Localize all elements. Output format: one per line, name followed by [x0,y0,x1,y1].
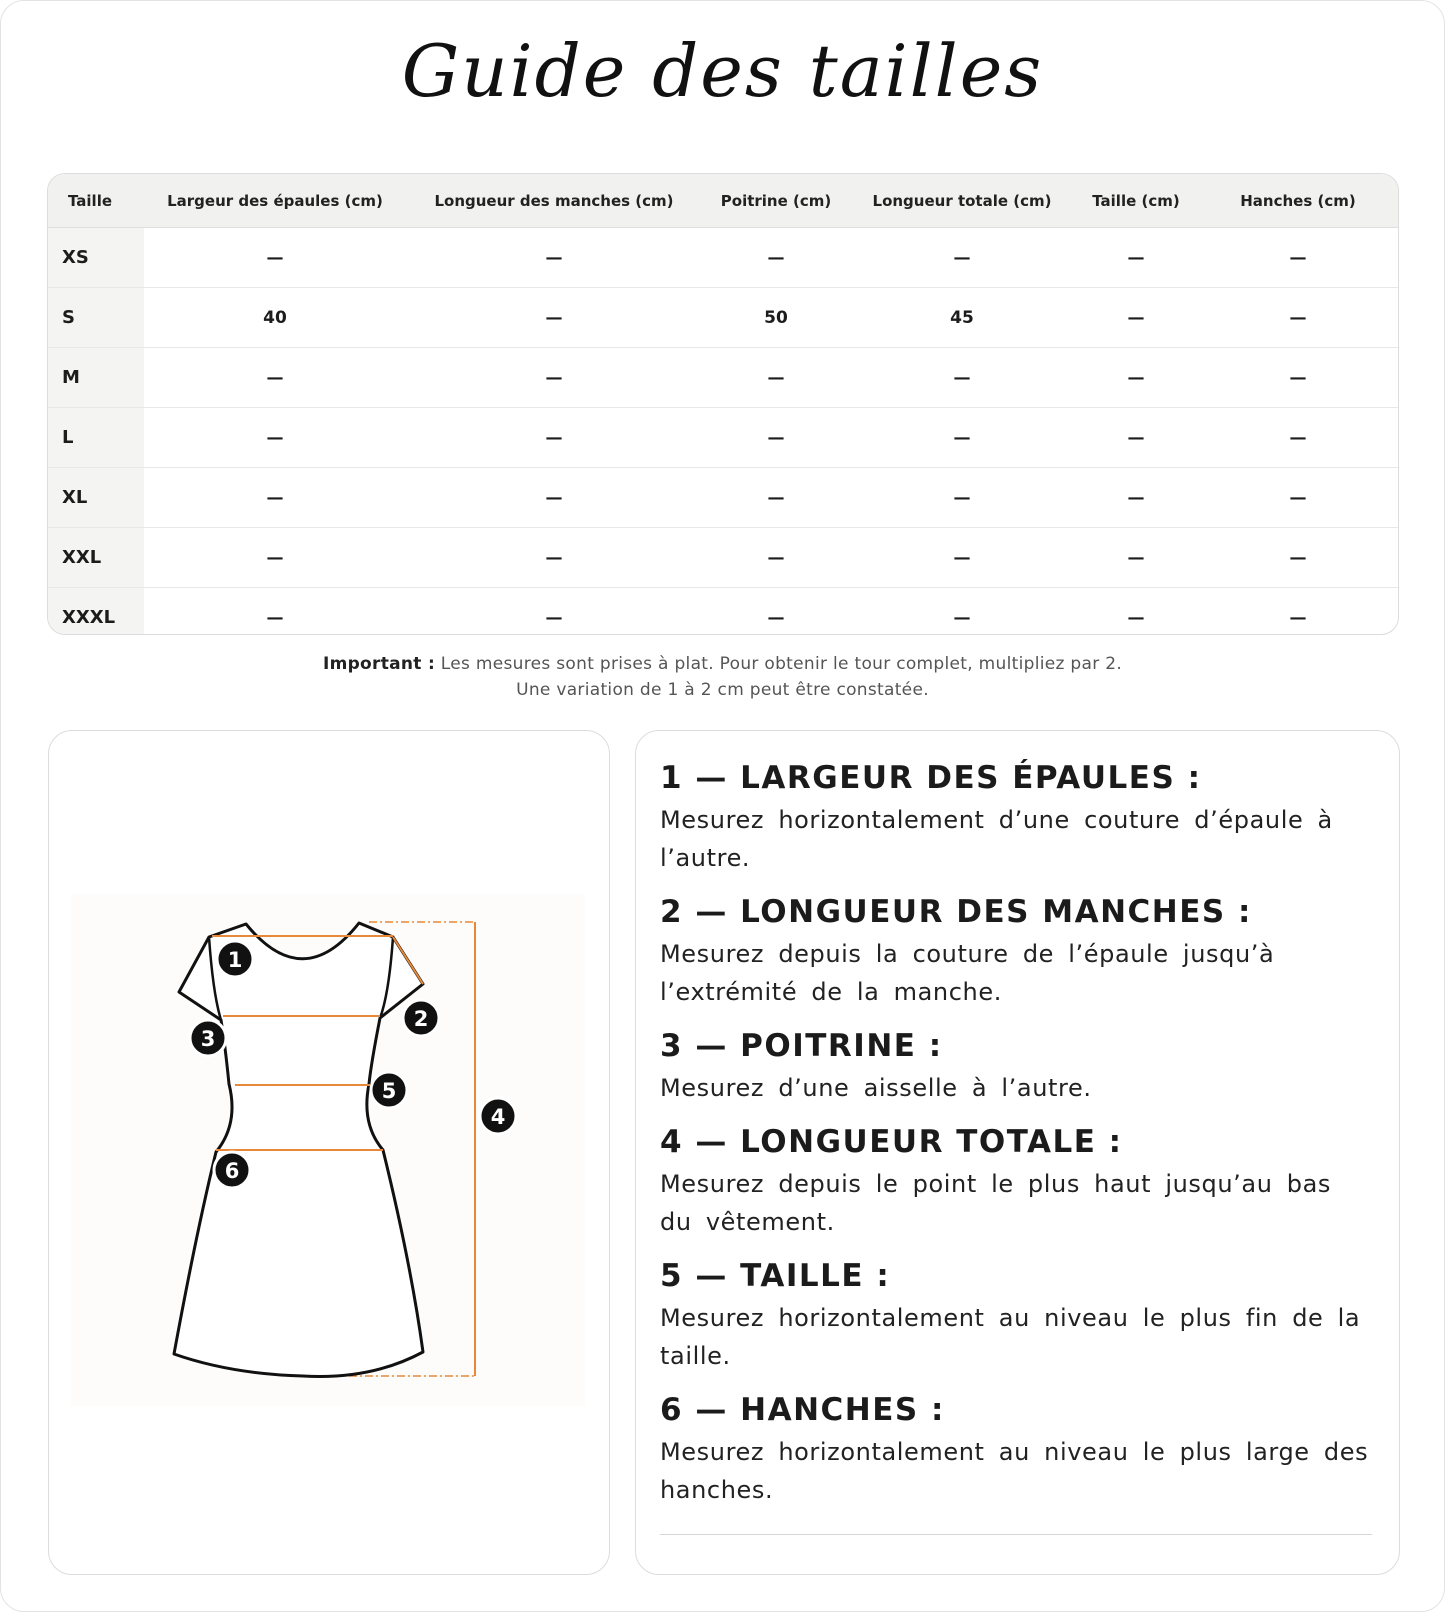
table-cell: 40 [144,288,406,348]
table-cell: — [702,408,850,468]
measure-item-shoulders [660,757,1372,877]
measure-heading: 1 — LARGEUR DES ÉPAULES : [660,760,1202,796]
table-cell: — [406,348,702,408]
dress-diagram [71,894,585,1406]
table-cell: — [1198,408,1398,468]
table-cell: — [144,408,406,468]
table-cell: — [1198,588,1398,636]
measure-item-total-length [660,1121,1372,1241]
marker-4-label: 4 [490,1105,506,1129]
table-cell: — [1198,288,1398,348]
table-cell: — [702,468,850,528]
header-taille: Taille [48,174,144,228]
table-cell: — [406,468,702,528]
table-cell: — [1127,247,1145,268]
marker-3-label: 3 [200,1027,216,1051]
size-cell: L [48,408,144,468]
measurement-instructions [660,757,1372,1523]
table-cell: — [144,588,406,636]
divider [660,1534,1372,1535]
measure-heading: 4 — LONGUEUR TOTALE : [660,1124,1123,1160]
table-row [48,288,1398,348]
marker-6 [214,1152,250,1188]
marker-2 [403,1000,439,1036]
marker-4 [480,1098,516,1134]
table-cell: — [1074,588,1198,636]
table-cell: — [1074,408,1198,468]
table-cell: — [406,408,702,468]
measure-heading: 6 — HANCHES : [660,1392,945,1428]
table-cell: — [702,348,850,408]
marker-6-label: 6 [224,1159,240,1183]
measure-item-hips [660,1389,1372,1509]
table-cell: — [953,247,971,268]
table-row [48,468,1398,528]
table-row [48,348,1398,408]
measure-text: Mesurez horizontalement au niveau le plus large des hanches. [660,1438,1369,1504]
note-line-1: Les mesures sont prises à plat. Pour obtenir le tour complet, multipliez par 2. [440,654,1123,674]
size-cell: XXXL [48,588,144,636]
table-cell: — [850,348,1074,408]
measurement-instructions-card [635,730,1400,1575]
marker-1-label: 1 [227,948,243,972]
table-cell: — [850,528,1074,588]
table-cell: 50 [702,288,850,348]
marker-2-label: 2 [413,1007,429,1031]
marker-3 [190,1020,226,1056]
size-table [48,174,1398,635]
measure-item-waist [660,1255,1372,1375]
table-cell: 45 [850,288,1074,348]
table-cell: — [1074,468,1198,528]
table-cell: — [850,408,1074,468]
page-title: Guide des tailles [401,29,1044,113]
measure-heading: 3 — POITRINE : [660,1028,943,1064]
table-cell: — [406,588,702,636]
size-cell: XS [48,228,144,288]
table-cell: — [850,468,1074,528]
table-cell: — [144,528,406,588]
table-cell: — [1198,528,1398,588]
table-cell: — [1289,247,1307,268]
dress-illustration [71,894,585,1406]
dress-diagram-card [48,730,610,1575]
table-row [48,408,1398,468]
size-cell: XL [48,468,144,528]
size-cell: S [48,288,144,348]
size-table-card [47,173,1399,635]
table-cell: — [545,247,563,268]
header-longueur-totale: Longueur totale (cm) [850,174,1074,228]
marker-1 [217,941,253,977]
header-longueur-manches: Longueur des manches (cm) [406,174,702,228]
measure-heading: 2 — LONGUEUR DES MANCHES : [660,894,1252,930]
measure-text: Mesurez depuis le point le plus haut jusqu’au bas du vêtement. [660,1170,1331,1236]
measure-item-chest [660,1025,1372,1107]
note-label: Important : [322,654,436,674]
table-cell: — [1074,528,1198,588]
marker-5 [371,1072,407,1108]
measure-text: Mesurez depuis la couture de l’épaule jusqu’à l’extrémité de la manche. [660,940,1275,1006]
table-row [48,588,1398,636]
measurement-note [1,651,1444,703]
table-cell: — [144,468,406,528]
table-cell: — [1074,288,1198,348]
table-cell: — [266,247,284,268]
header-poitrine: Poitrine (cm) [702,174,850,228]
note-line-2: Une variation de 1 à 2 cm peut être constatée. [516,680,929,700]
table-cell: — [144,348,406,408]
header-taille-cm: Taille (cm) [1074,174,1198,228]
table-row [48,228,1398,288]
measure-text: Mesurez d’une aisselle à l’autre. [660,1074,1092,1102]
table-cell: — [850,588,1074,636]
table-cell: — [1198,468,1398,528]
table-row [48,528,1398,588]
table-cell: — [1074,348,1198,408]
measure-heading: 5 — TAILLE : [660,1258,891,1294]
header-largeur-epaules: Largeur des épaules (cm) [144,174,406,228]
size-cell: XXL [48,528,144,588]
table-cell: — [702,588,850,636]
table-cell: — [406,288,702,348]
marker-5-label: 5 [381,1079,397,1103]
table-header-row [48,174,1398,228]
table-cell: — [702,528,850,588]
table-cell: — [767,247,785,268]
size-cell: M [48,348,144,408]
table-cell: — [406,528,702,588]
header-hanches: Hanches (cm) [1198,174,1398,228]
measure-text: Mesurez horizontalement d’une couture d’épaule à l’autre. [660,806,1333,872]
measure-text: Mesurez horizontalement au niveau le plus fin de la taille. [660,1304,1361,1370]
measure-item-sleeves [660,891,1372,1011]
table-cell: — [1198,348,1398,408]
